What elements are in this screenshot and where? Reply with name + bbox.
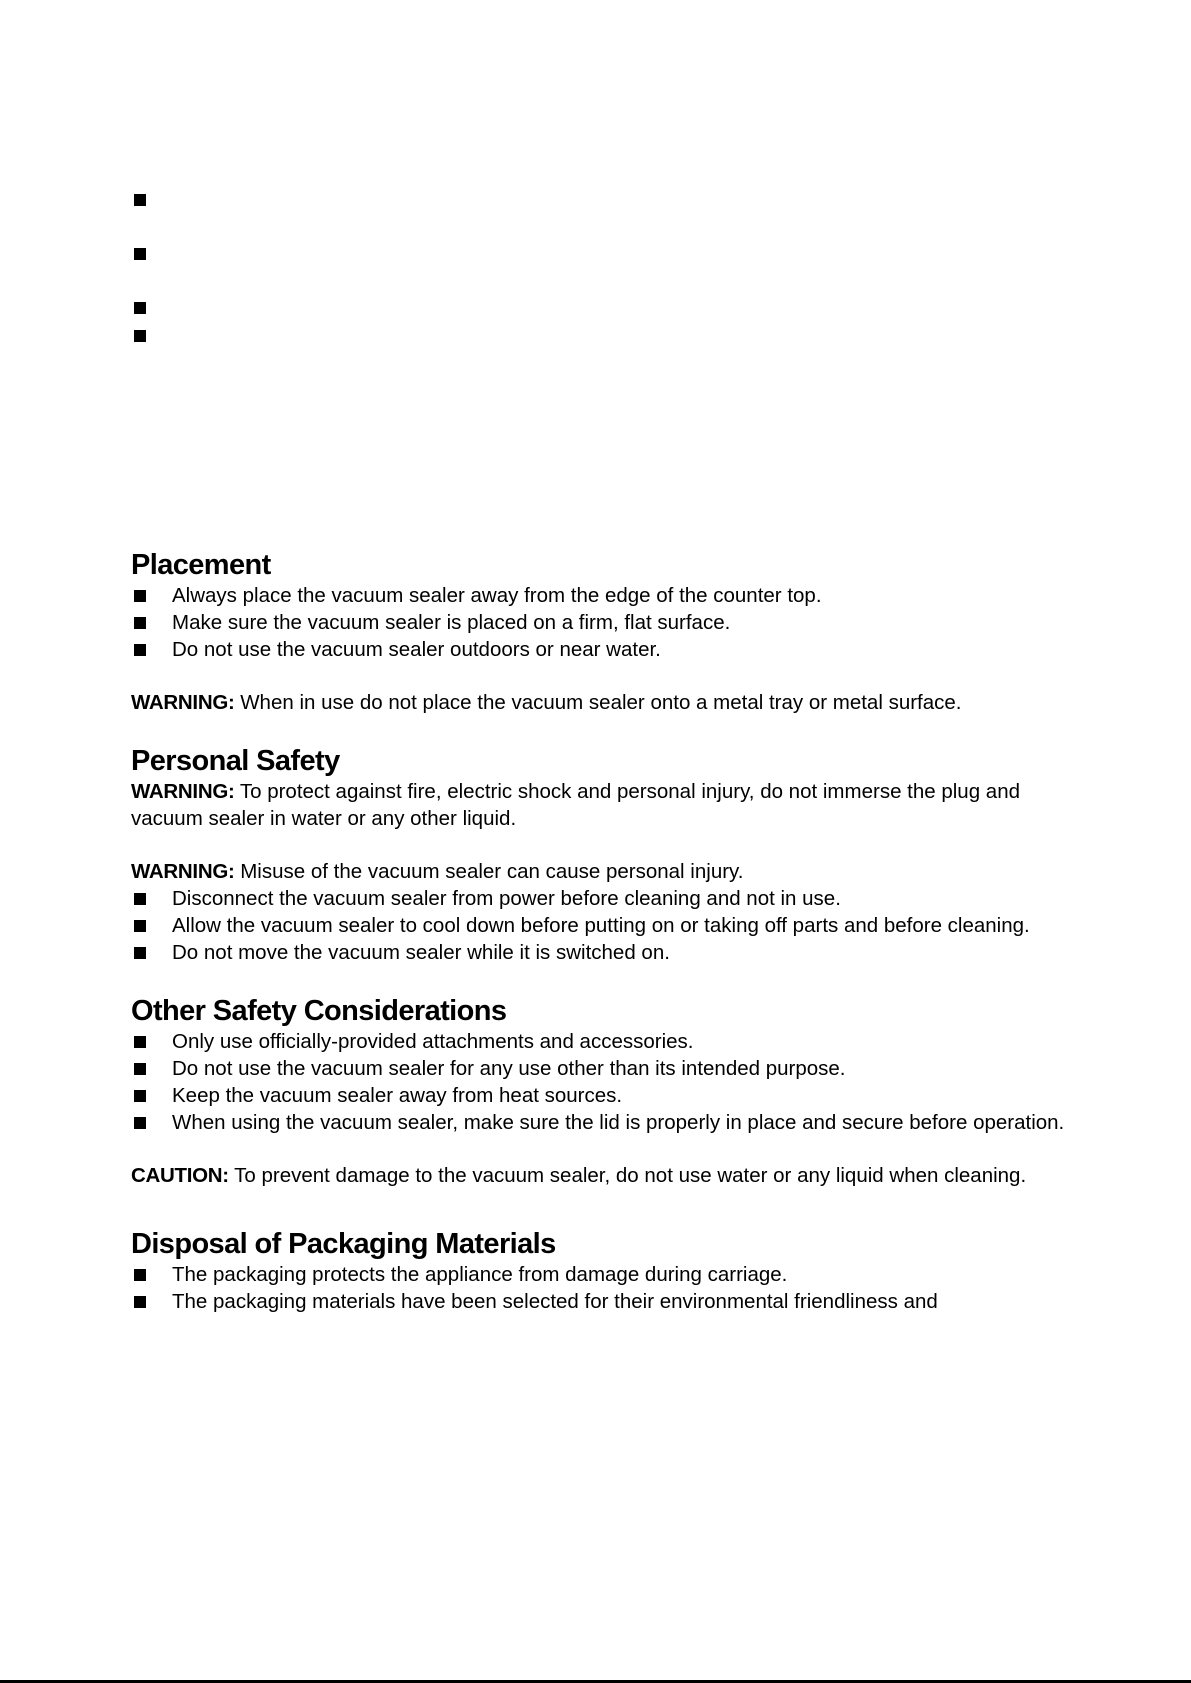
bullet-square-icon	[134, 1296, 146, 1308]
section-disposal	[131, 1227, 1091, 1315]
document-content	[131, 548, 1091, 1315]
list-item: The packaging materials have been selected for their environmental friendliness and	[131, 1288, 1091, 1315]
bullet-square-icon	[134, 1036, 146, 1048]
section-heading-other-safety: Other Safety Considerations	[131, 995, 507, 1027]
section-placement	[131, 548, 1091, 716]
section-heading-disposal: Disposal of Packaging Materials	[131, 1228, 556, 1260]
list-item: Do not use the vacuum sealer for any use other than its intended purpose.	[131, 1055, 1091, 1082]
section-heading-placement: Placement	[131, 549, 271, 581]
bullet-square-icon	[134, 1063, 146, 1075]
placement-warning: WARNING: When in use do not place the vacuum sealer onto a metal tray or metal surface.	[131, 691, 962, 714]
bullet-square-icon	[134, 920, 146, 932]
warning-label: WARNING:	[131, 860, 235, 883]
warning-label: WARNING:	[131, 780, 235, 803]
list-item: Do not use the vacuum sealer outdoors or near water.	[131, 636, 1091, 663]
personal-safety-warning-2: WARNING: Misuse of the vacuum sealer can cause personal injury.	[131, 860, 744, 883]
bullet-square-icon	[134, 248, 146, 260]
other-safety-caution: CAUTION: To prevent damage to the vacuum sealer, do not use water or any liquid when cleaning.	[131, 1164, 1027, 1187]
disposal-list	[131, 1261, 1091, 1315]
placement-list	[131, 582, 1091, 663]
list-item: Keep the vacuum sealer away from heat sources.	[131, 1082, 1091, 1109]
list-item: Disconnect the vacuum sealer from power before cleaning and not in use.	[131, 885, 1091, 912]
list-item: Only use officially-provided attachments and accessories.	[131, 1028, 1091, 1055]
bullet-square-icon	[134, 194, 146, 206]
personal-safety-warning-1: WARNING: To protect against fire, electric shock and personal injury, do not immerse the plug and vacuum sealer in water or any other liquid.	[131, 780, 1021, 830]
warning-label: WARNING:	[131, 691, 235, 714]
list-item: Do not move the vacuum sealer while it is switched on.	[131, 939, 1091, 966]
personal-safety-list	[131, 885, 1091, 966]
list-item: Always place the vacuum sealer away from the edge of the counter top.	[131, 582, 1091, 609]
list-item: When using the vacuum sealer, make sure the lid is properly in place and secure before operation.	[131, 1109, 1091, 1136]
bullet-square-icon	[134, 1117, 146, 1129]
bullet-square-icon	[134, 947, 146, 959]
bullet-square-icon	[134, 1090, 146, 1102]
section-personal-safety	[131, 744, 1091, 966]
bullet-square-icon	[134, 302, 146, 314]
bullet-square-icon	[134, 644, 146, 656]
list-item: The packaging protects the appliance from damage during carriage.	[131, 1261, 1091, 1288]
orphan-bullet-column	[134, 0, 154, 400]
bullet-square-icon	[134, 330, 146, 342]
other-safety-list	[131, 1028, 1091, 1136]
bullet-square-icon	[134, 893, 146, 905]
section-other-safety	[131, 994, 1091, 1189]
caution-label: CAUTION:	[131, 1164, 229, 1187]
bullet-square-icon	[134, 617, 146, 629]
list-item: Make sure the vacuum sealer is placed on a firm, flat surface.	[131, 609, 1091, 636]
bullet-square-icon	[134, 1269, 146, 1281]
list-item: Allow the vacuum sealer to cool down before putting on or taking off parts and before cleaning.	[131, 912, 1091, 939]
bullet-square-icon	[134, 590, 146, 602]
section-heading-personal-safety: Personal Safety	[131, 745, 340, 777]
